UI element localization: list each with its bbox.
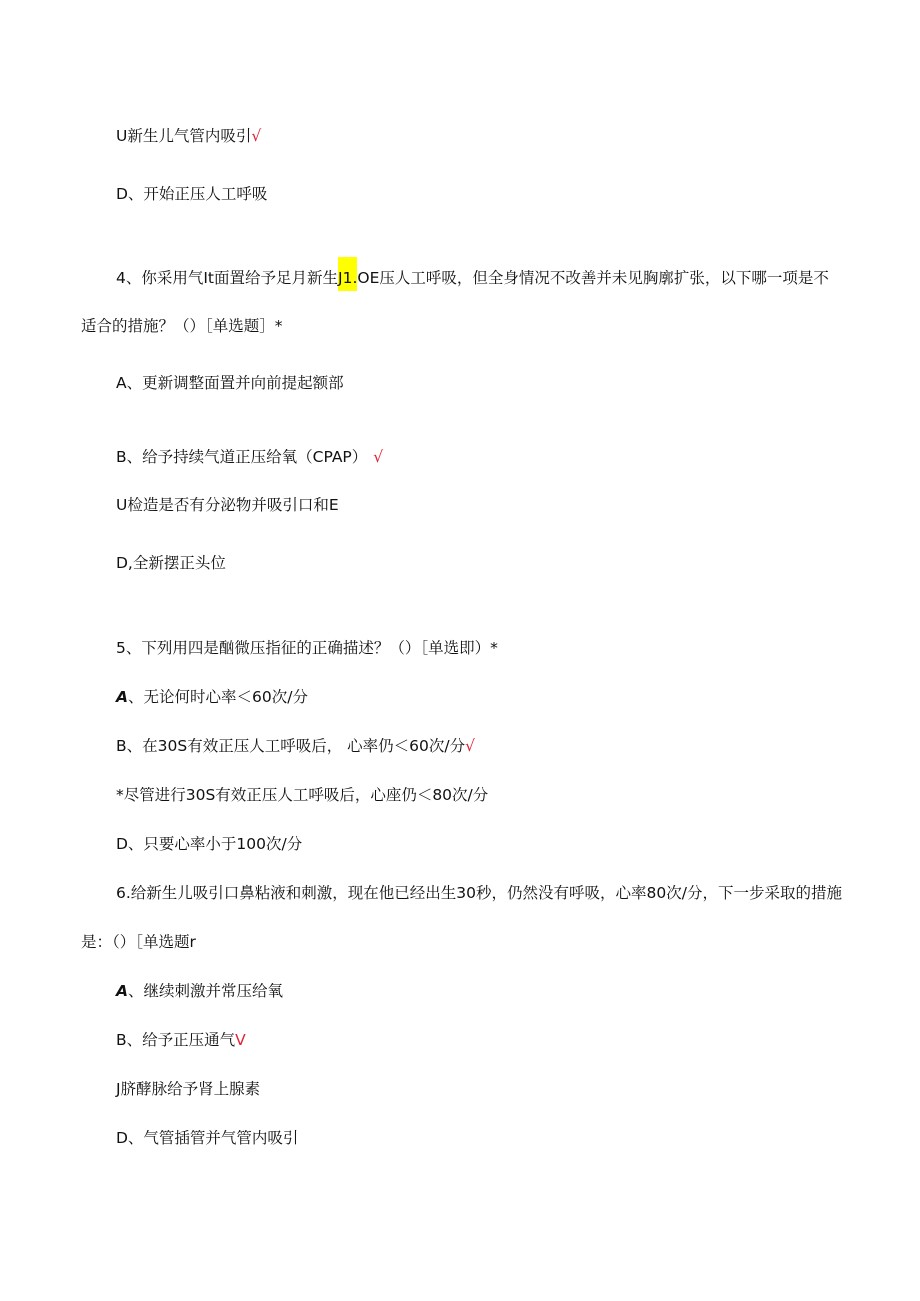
q4-stem-highlight: J1.: [338, 257, 357, 291]
q5-stem: 5、下列用四是酗微压指征的正确描述？（）［单选即）*: [116, 639, 498, 657]
q6-option-a-letter: A: [116, 982, 128, 1000]
q6-option-b-text: B、给予正压通气: [116, 1031, 236, 1049]
q4-stem-part1: 4、你采用气It面置给予足月新生: [116, 269, 339, 287]
q4-stem-line2: 适合的措施？（）［单选题］*: [81, 317, 283, 335]
q5-option-a-letter: A: [116, 688, 128, 706]
q4-option-a: A、更新调整面置并向前提起额部: [116, 374, 344, 392]
q4-option-b-text: B、给予持续气道正压给氧（CPAP）: [116, 448, 368, 466]
q4-option-c: U检造是否有分泌物并吸引口和E: [116, 496, 339, 514]
q6-option-b: [116, 1029, 246, 1051]
correct-check-icon: √: [465, 737, 475, 755]
q5-option-d: D、只要心率小于100次/分: [116, 835, 303, 853]
q5-option-b: [116, 735, 475, 757]
q6-option-a: [116, 980, 283, 1002]
q3-option-d: D、开始正压人工呼吸: [116, 185, 268, 203]
q5-option-a: [116, 686, 308, 708]
q6-option-c: J脐酵脉给予肾上腺素: [116, 1080, 261, 1098]
q5-option-c: *尽管进行30S有效正压人工呼吸后，心座仍＜80次/分: [116, 786, 489, 804]
correct-check-icon: √: [251, 127, 262, 145]
correct-check-icon: V: [235, 1031, 246, 1049]
q6-option-a-text: 、继续刺激并常压给氧: [128, 982, 284, 1000]
q6-stem-line1: 6.给新生儿吸引口鼻粘液和刺激，现在他已经出生30秒，仍然没有呼吸，心率80次/分，下一步采取的措施: [116, 884, 842, 902]
q4-option-b: [116, 446, 383, 468]
q3-option-c: [116, 125, 261, 147]
q4-stem-part2: OE压人工呼吸，但全身情况不改善并未见胸廓扩张，以下哪一项是不: [357, 269, 829, 287]
q6-option-d: D、气管插管并气管内吸引: [116, 1129, 299, 1147]
correct-check-icon: √: [373, 448, 384, 466]
q3-option-c-text: U新生儿气管内吸引: [116, 127, 252, 145]
q4-option-d: D,全新摆正头位: [116, 554, 226, 572]
q5-option-a-text: 、无论何时心率＜60次/分: [128, 688, 308, 706]
q5-option-b-text: B、在30S有效正压人工呼吸后， 心率仍＜60次/分: [116, 737, 466, 755]
q4-stem-line1: [116, 267, 829, 291]
q6-stem-line2: 是：（）［单选题r: [81, 933, 196, 951]
